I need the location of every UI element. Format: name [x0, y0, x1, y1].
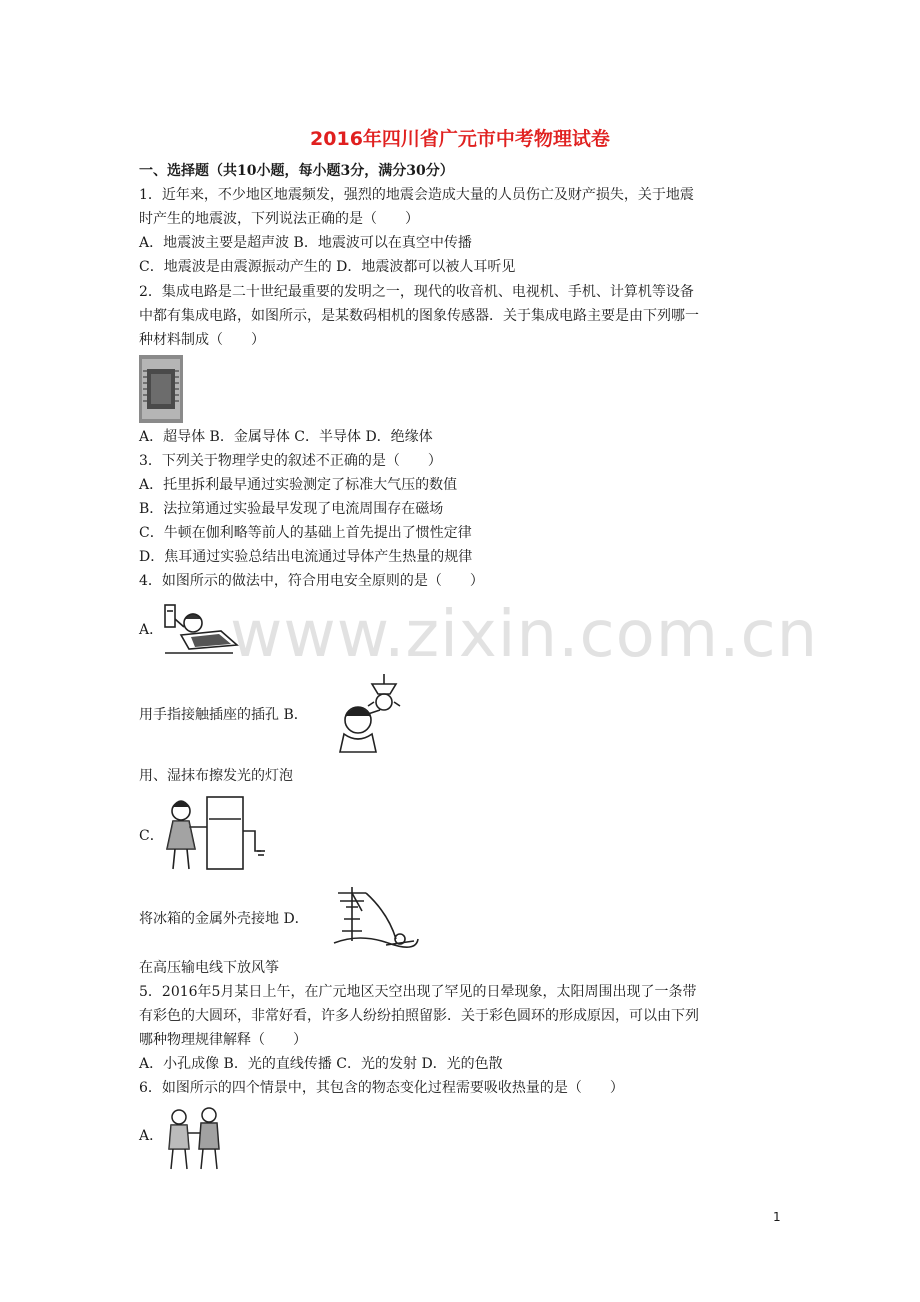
q4-option-c-label: C． [139, 828, 164, 844]
q4-option-c-text: 将冰箱的金属外壳接地 D． [139, 911, 309, 927]
q5-line-3: 哪种物理规律解释（ ） [139, 1032, 307, 1048]
q5-line-2: 有彩色的大圆环，非常好看，许多人纷纷拍照留影．关于彩色圆环的形成原因，可以由下列 [139, 1008, 699, 1024]
q2-line-2: 中都有集成电路，如图所示，是某数码相机的图象传感器．关于集成电路主要是由下列哪一 [139, 308, 699, 324]
section-heading: 一、选择题（共10小题，每小题3分，满分30分） [139, 163, 454, 179]
q1-options-cd: C．地震波是由震源振动产生的 D．地震波都可以被人耳听见 [139, 259, 516, 275]
q3-option-c: C．牛顿在伽利略等前人的基础上首先提出了惯性定律 [139, 525, 472, 541]
child-touching-socket-figure [161, 601, 239, 657]
q4-option-d-text: 在高压输电线下放风筝 [139, 960, 279, 976]
q6-option-a-label: A． [139, 1128, 164, 1144]
page-title: 2016年四川省广元市中考物理试卷 [310, 128, 610, 150]
q4-option-b-text: 用、湿抹布擦发光的灯泡 [139, 768, 293, 784]
q3-option-d: D．焦耳通过实验总结出电流通过导体产生热量的规律 [139, 549, 473, 565]
q3-option-a: A．托里拆利最早通过实验测定了标准大气压的数值 [139, 477, 458, 493]
q2-options: A．超导体 B．金属导体 C．半导体 D．绝缘体 [139, 429, 433, 445]
q1-line-1: 1．近年来，不少地区地震频发，强烈的地震会造成大量的人员伤亡及财产损失，关于地震 [139, 187, 694, 203]
image-sensor-chip-figure [139, 355, 183, 423]
page-number: 1 [773, 1210, 781, 1224]
q1-options-ab: A．地震波主要是超声波 B．地震波可以在真空中传播 [139, 235, 472, 251]
q5-line-1: 5．2016年5月某日上午，在广元地区天空出现了罕见的日晕现象，太阳周围出现了一条带 [139, 984, 697, 1000]
q5-options: A．小孔成像 B．光的直线传播 C．光的发射 D．光的色散 [139, 1056, 503, 1072]
child-wiping-bulb-figure [328, 672, 410, 756]
q4-option-a-label: A． [139, 622, 164, 638]
q2-line-1: 2．集成电路是二十世纪最重要的发明之一，现代的收音机、电视机、手机、计算机等设备 [139, 284, 694, 300]
q2-line-3: 种材料制成（ ） [139, 332, 265, 348]
q6-line-1: 6．如图所示的四个情景中，其包含的物态变化过程需要吸收热量的是（ ） [139, 1080, 624, 1096]
q4-option-a-text: 用手指接触插座的插孔 B． [139, 707, 308, 723]
q3-option-b: B．法拉第通过实验最早发现了电流周围存在磁场 [139, 501, 444, 517]
watermark: www.zixin.com.cn [230, 598, 819, 672]
kite-under-power-line-figure [330, 883, 420, 951]
two-people-scene-figure [161, 1103, 229, 1173]
girl-fridge-grounding-figure [161, 791, 265, 873]
q1-line-2: 时产生的地震波，下列说法正确的是（ ） [139, 211, 419, 227]
q3-line-1: 3．下列关于物理学史的叙述不正确的是（ ） [139, 453, 442, 469]
q4-line-1: 4．如图所示的做法中，符合用电安全原则的是（ ） [139, 573, 484, 589]
